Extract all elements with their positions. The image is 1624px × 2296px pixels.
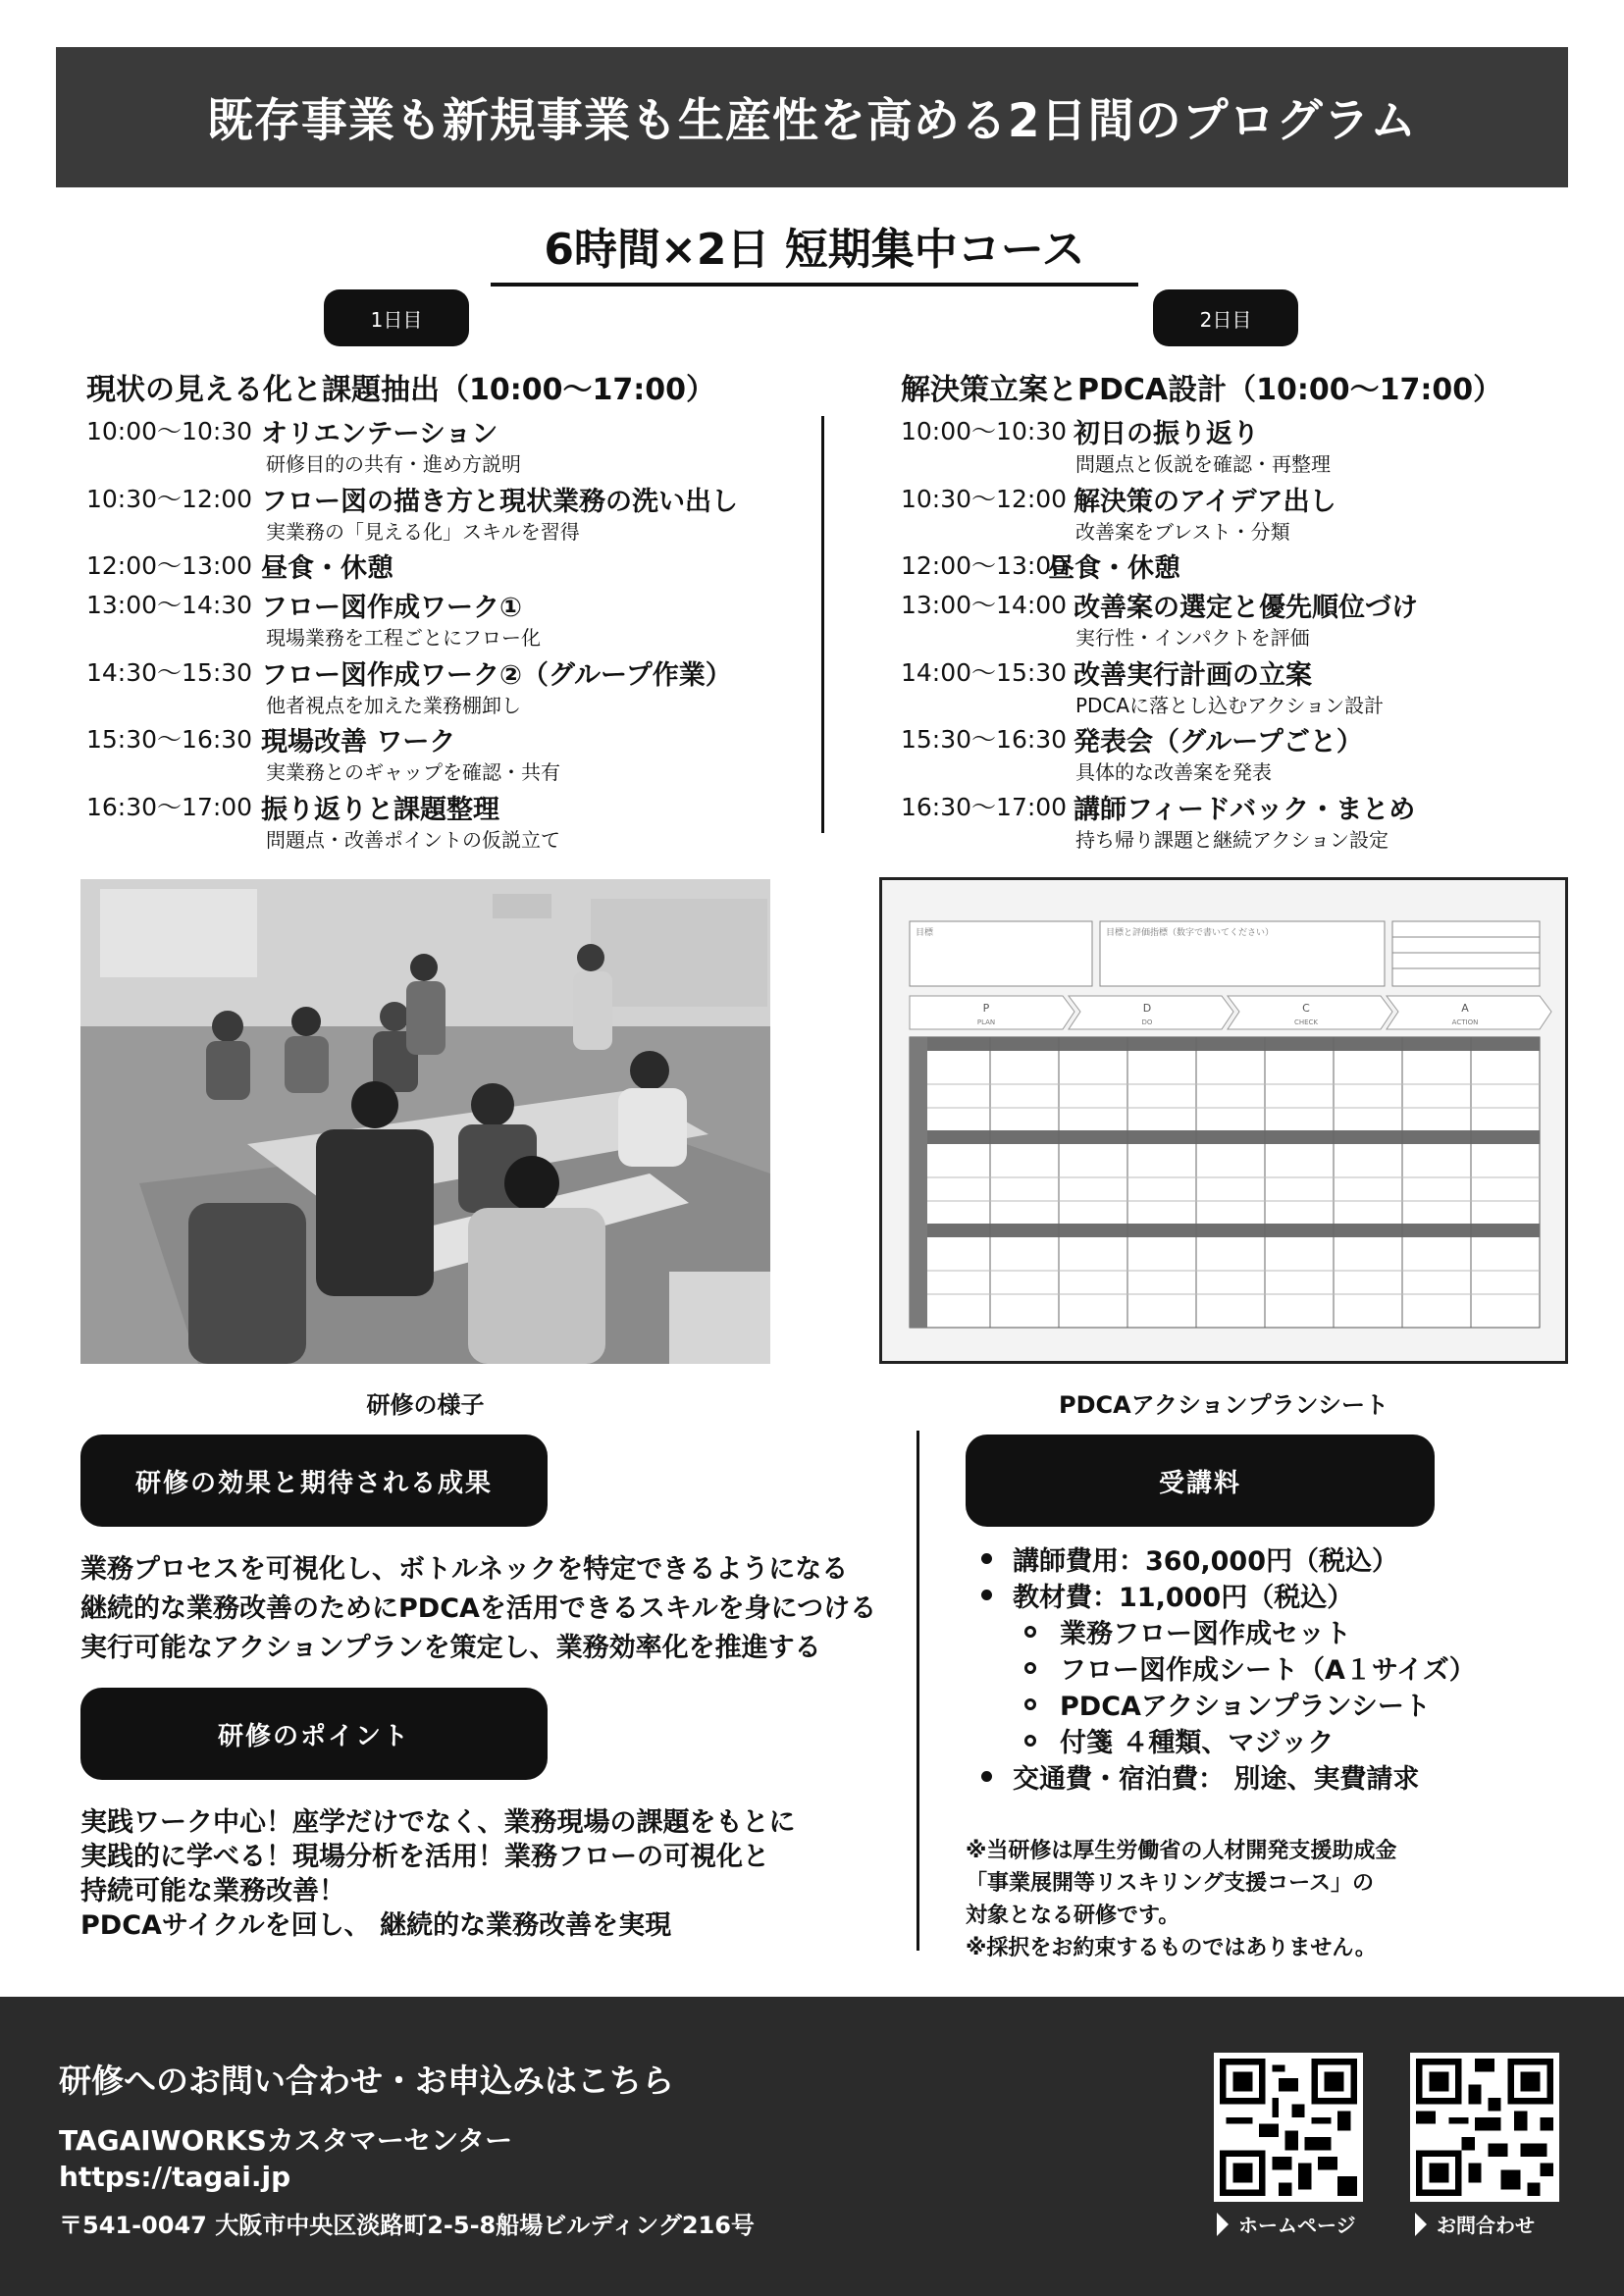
schedule-time: 15:30～16:30	[901, 725, 1068, 754]
fee-section-label: 受講料	[966, 1435, 1435, 1527]
day2-pill: 2日目	[1153, 289, 1298, 346]
circle-bullet-icon	[1024, 1698, 1036, 1710]
contact-heading: 研修へのお問い合わせ・お申込みはこちら	[59, 2061, 674, 2100]
schedule-time: 14:30～15:30	[86, 657, 253, 687]
note-line: 「事業展開等リスキリング支援コース」の	[966, 1871, 1375, 1896]
material-label: 業務フロー図作成セット	[1060, 1619, 1351, 1649]
material-item	[981, 1686, 1476, 1722]
schedule-sub: 現場業務を工程ごとにフロー化	[266, 626, 541, 650]
fee-list	[981, 1540, 1476, 1795]
header-banner	[56, 47, 1568, 187]
schedule-time: 12:00～13:00	[901, 551, 1068, 580]
bullet-icon	[981, 1590, 992, 1600]
schedule-time: 10:00～10:30	[901, 417, 1068, 445]
schedule-title: 振り返りと課題整理	[261, 794, 499, 825]
schedule-time: 13:00～14:30	[86, 591, 253, 619]
schedule-sub: 問題点と仮説を確認・再整理	[1075, 452, 1331, 476]
effects-line: 実行可能なアクションプランを策定し、業務効率化を推進する	[80, 1633, 821, 1663]
day1-heading: 現状の見える化と課題抽出（10:00～17:00）	[86, 373, 715, 407]
schedule-item	[901, 480, 1588, 548]
training-photo-image	[80, 879, 770, 1364]
schedule-time: 13:00～14:00	[901, 591, 1068, 619]
schedule-item	[901, 586, 1588, 653]
material-label: 付箋 ４種類、マジック	[1060, 1728, 1335, 1758]
schedule-sub: 実行性・インパクトを評価	[1075, 626, 1310, 650]
schedule-sub: 持ち帰り課題と継続アクション設定	[1075, 827, 1388, 852]
website-link[interactable]: https://tagai.jp	[59, 2161, 291, 2193]
qr-contact-text: お問合わせ	[1437, 2214, 1535, 2237]
schedule-sub: 具体的な改善案を発表	[1075, 760, 1272, 784]
phase-a-word: ACTION	[1451, 1018, 1479, 1026]
schedule-title: オリエンテーション	[261, 419, 498, 449]
schedule-time: 10:00～10:30	[86, 417, 253, 445]
points-list	[80, 1805, 795, 1943]
schedule-sub: 他者視点を加えた業務棚卸し	[266, 693, 521, 717]
effects-list	[80, 1550, 876, 1668]
subsidy-note	[966, 1835, 1396, 1964]
address: 〒541-0047 大阪市中央区淡路町2-5-8船場ビルディング216号	[59, 2212, 755, 2239]
note-line: 対象となる研修です。	[966, 1904, 1180, 1928]
schedule-item	[86, 788, 803, 856]
photo-caption: 研修の様子	[366, 1391, 485, 1419]
schedule-title: 改善案の選定と優先順位づけ	[1074, 593, 1418, 623]
fee-materials: 教材費：11,000円（税込）	[1013, 1583, 1354, 1613]
fee-travel: 交通費・宿泊費： 別途、実費請求	[1013, 1764, 1420, 1795]
fee-item	[981, 1540, 1476, 1577]
material-item	[981, 1722, 1476, 1758]
schedule-item	[86, 586, 803, 653]
schedule-item	[901, 653, 1588, 721]
schedule-title: 昼食・休憩	[1048, 553, 1180, 584]
schedule-title: 初日の振り返り	[1074, 419, 1259, 449]
phase-p-word: PLAN	[976, 1018, 996, 1026]
schedule-title: 昼食・休憩	[261, 553, 393, 584]
day2-heading: 解決策立案とPDCA設計（10:00～17:00）	[901, 373, 1503, 407]
banner-title: 既存事業も新規事業も生産性を高める2日間のプログラム	[206, 94, 1418, 148]
section-divider	[917, 1431, 919, 1951]
bullet-icon	[981, 1771, 992, 1782]
homepage-qr-code[interactable]	[1214, 2053, 1363, 2202]
phase-c-word: CHECK	[1293, 1018, 1319, 1026]
effects-line: 業務プロセスを可視化し、ボトルネックを特定できるようになる	[80, 1554, 849, 1585]
schedule-time: 16:30～17:00	[901, 792, 1068, 821]
circle-bullet-icon	[1024, 1662, 1036, 1674]
fee-item	[981, 1577, 1476, 1613]
schedule-title: フロー図の描き方と現状業務の洗い出し	[261, 486, 738, 517]
phase-p: P	[982, 1002, 990, 1015]
schedule-item	[86, 480, 803, 548]
schedule-item	[901, 720, 1588, 788]
day1-schedule	[86, 412, 803, 855]
schedule-sub: 改善案をブレスト・分類	[1075, 519, 1290, 544]
fee-lecturer: 講師費用：360,000円（税込）	[1013, 1546, 1398, 1577]
material-label: PDCAアクションプランシート	[1060, 1692, 1431, 1722]
bullet-icon	[981, 1553, 992, 1564]
schedule-sub: 実業務とのギャップを確認・共有	[266, 760, 560, 784]
note-line: ※当研修は厚生労働省の人材開発支援助成金	[966, 1839, 1397, 1863]
schedule-title: 講師フィードバック・まとめ	[1074, 794, 1416, 825]
phase-d: D	[1142, 1002, 1152, 1015]
play-icon	[1217, 2213, 1229, 2236]
circle-bullet-icon	[1024, 1735, 1036, 1747]
schedule-title: 解決策のアイデア出し	[1074, 486, 1336, 517]
material-item	[981, 1649, 1476, 1686]
points-line: PDCAサイクルを回し、 継続的な業務改善を実現	[80, 1910, 672, 1941]
schedule-sub: PDCAに落とし込むアクション設計	[1075, 693, 1385, 717]
contact-qr-code[interactable]	[1410, 2053, 1559, 2202]
circle-bullet-icon	[1024, 1626, 1036, 1638]
play-icon	[1415, 2213, 1427, 2236]
schedule-sub: 実業務の「見える化」スキルを習得	[266, 519, 580, 544]
schedule-title: 発表会（グループごと）	[1074, 727, 1363, 757]
points-line: 実践ワーク中心！座学だけでなく、業務現場の課題をもとに	[80, 1807, 796, 1838]
qr-icon	[1416, 2059, 1553, 2196]
material-label: フロー図作成シート（A１サイズ）	[1060, 1655, 1476, 1686]
material-item	[981, 1613, 1476, 1649]
sheet-caption: PDCAアクションプランシート	[1059, 1391, 1388, 1419]
fee-item	[981, 1758, 1476, 1795]
course-title: 6時間×2日 短期集中コース	[491, 214, 1138, 287]
phase-d-word: DO	[1141, 1018, 1153, 1026]
schedule-title: 現場改善 ワーク	[261, 727, 456, 757]
schedule-time: 10:30～12:00	[901, 484, 1068, 513]
schedule-time: 10:30～12:00	[86, 484, 253, 513]
schedule-item	[86, 547, 803, 586]
qr-home-text: ホームページ	[1238, 2214, 1356, 2237]
contact-qr-label[interactable]	[1415, 2210, 1535, 2238]
pdca-sheet	[879, 877, 1568, 1364]
schedule-time: 14:00～15:30	[901, 657, 1068, 687]
schedule-sub: 研修目的の共有・進め方説明	[266, 452, 521, 476]
schedule-title: フロー図作成ワーク②（グループ作業）	[261, 659, 732, 691]
schedule-item	[86, 412, 803, 480]
day2-schedule	[901, 412, 1588, 855]
points-section-label: 研修のポイント	[80, 1688, 548, 1780]
pdca-sheet-image	[882, 880, 1565, 1361]
schedule-divider	[821, 416, 824, 833]
phase-c: C	[1302, 1002, 1310, 1015]
company-name: TAGAIWORKSカスタマーセンター	[59, 2124, 513, 2157]
phase-a: A	[1461, 1002, 1469, 1015]
effects-section-label: 研修の効果と期待される成果	[80, 1435, 548, 1527]
schedule-item	[901, 547, 1588, 586]
schedule-title: 改善実行計画の立案	[1074, 659, 1312, 691]
schedule-time: 15:30～16:30	[86, 725, 253, 754]
note-line: ※採択をお約束するものではありません。	[966, 1936, 1377, 1960]
qr-icon	[1220, 2059, 1357, 2196]
schedule-item	[86, 653, 803, 721]
points-line: 実践的に学べる！現場分析を活用！業務フローの可視化と	[80, 1842, 769, 1872]
points-line: 持続可能な業務改善！	[80, 1876, 345, 1906]
training-photo	[80, 879, 770, 1364]
sheet-target-label: 目標と評価指標（数字で書いてください）	[1106, 928, 1275, 938]
schedule-item	[901, 788, 1588, 856]
schedule-sub: 問題点・改善ポイントの仮説立て	[266, 827, 560, 852]
sheet-goal-label: 目標	[916, 928, 934, 938]
schedule-item	[901, 412, 1588, 480]
schedule-time: 16:30～17:00	[86, 792, 253, 821]
day1-pill: 1日目	[324, 289, 469, 346]
schedule-time: 12:00～13:00	[86, 551, 253, 580]
effects-line: 継続的な業務改善のためにPDCAを活用できるスキルを身につける	[80, 1593, 877, 1624]
homepage-qr-label[interactable]	[1217, 2210, 1356, 2238]
schedule-title: フロー図作成ワーク①	[261, 593, 522, 623]
schedule-item	[86, 720, 803, 788]
